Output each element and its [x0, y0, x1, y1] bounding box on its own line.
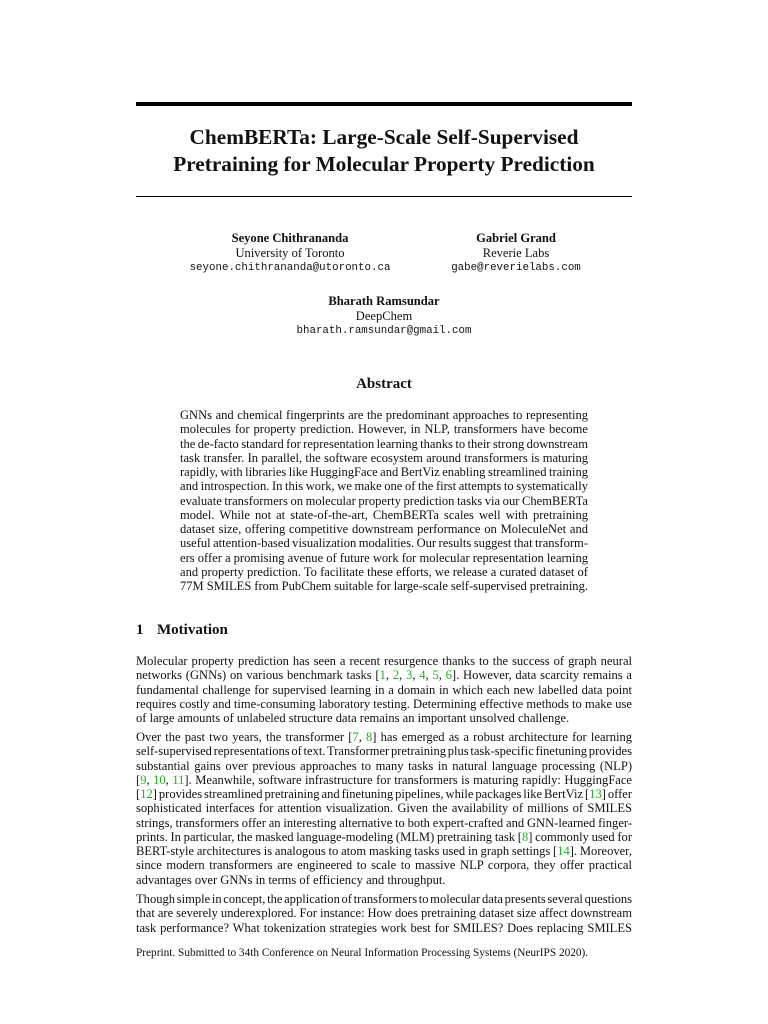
author-block	[416, 231, 616, 276]
text-line: that are severely underexplored. For instance: How does pretraining dataset size affect downstream	[136, 906, 632, 921]
text-line: GNNs and chemical fingerprints are the predominant approaches to representing	[180, 408, 588, 422]
text-run: BERT-style architectures is analogous to atom masking tasks used in graph settings [	[136, 844, 558, 858]
text-line: ers offer a promising avenue of future work for molecular representation learning	[180, 550, 588, 565]
text-run: ,	[438, 668, 446, 683]
text-line	[136, 844, 632, 858]
author-email: bharath.ramsundar@gmail.com	[296, 325, 472, 337]
text-line: Though simple in concept, the application of transformers to molecular data presents several questions	[136, 892, 632, 906]
page-footer-note: Preprint. Submitted to 34th Conference on Neural Information Processing Systems (NeurIPS 2020).	[136, 947, 589, 959]
text-line	[136, 730, 632, 744]
paper-title-line: ChemBERTa: Large-Scale Self-Supervised	[189, 125, 579, 149]
text-run: ,	[165, 772, 173, 787]
text-line: and introspection. In this work, we make one of the first attempts to systematically	[180, 479, 588, 494]
author-name: Gabriel Grand	[476, 231, 556, 245]
citation-link[interactable]: 13	[589, 787, 602, 801]
text-line: the de-facto standard for representation learning thanks to their strong downstream	[180, 436, 588, 451]
citation-link[interactable]: 8	[366, 730, 373, 744]
text-line: evaluate transformers on molecular property prediction tasks via our ChemBERTa	[180, 493, 588, 508]
text-line: rapidly, with libraries like HuggingFace and BertViz enabling streamlined training	[180, 465, 588, 479]
text-line: model. While not at state-of-the-art, ChemBERTa scales well with pretraining	[180, 507, 588, 522]
text-run: ,	[425, 668, 433, 683]
text-line: strings, transformers offer an interesting alternative to both expert-crafted and GNN-learned finger-	[136, 815, 632, 830]
citation-link[interactable]: 1	[379, 668, 386, 683]
citation-link[interactable]: 14	[557, 844, 570, 858]
text-run: ]. However, data scarcity remains a	[451, 668, 632, 683]
citation-link[interactable]: 12	[140, 787, 153, 801]
text-line	[136, 787, 632, 801]
author-affiliation: Reverie Labs	[482, 246, 550, 260]
text-line: since modern transformers are engineered to scale to massive NLP corpora, they offer practical	[136, 858, 632, 873]
author-email: seyone.chithrananda@utoronto.ca	[189, 262, 391, 274]
author-affiliation: University of Toronto	[235, 246, 345, 260]
body-paragraph	[136, 654, 632, 725]
text-line: of large amounts of unlabeled structure data remains an important unsolved challenge.	[136, 711, 570, 725]
citation-link[interactable]: 6	[445, 668, 452, 683]
section-title: Motivation	[157, 622, 228, 638]
author-block	[264, 294, 504, 339]
text-line: substantial gains over previous approaches to many tasks in natural language processing (NLP)	[136, 758, 632, 773]
citation-link[interactable]: 7	[352, 730, 359, 744]
text-run: ,	[146, 772, 154, 787]
body-paragraph	[136, 730, 632, 887]
author-email: gabe@reverielabs.com	[451, 262, 581, 274]
text-run: ,	[412, 668, 420, 683]
text-line: sophisticated interfaces for attention visualization. Given the availability of millions of SMILES	[136, 801, 632, 816]
abstract-heading: Abstract	[356, 376, 412, 392]
abstract-body	[180, 408, 588, 593]
text-line: molecules for property prediction. However, in NLP, transformers have become	[180, 422, 588, 437]
citation-link[interactable]: 4	[419, 668, 426, 683]
section-heading	[136, 621, 228, 639]
text-run: ,	[358, 730, 367, 744]
text-run: ] has emerged as a robust architecture for learning	[372, 730, 632, 744]
citation-link[interactable]: 2	[392, 668, 400, 683]
text-line: fundamental challenge for supervised learning in a domain in which each new labelled data point	[136, 682, 632, 697]
section-number: 1	[136, 622, 144, 638]
citation-link[interactable]: 9	[140, 772, 147, 787]
text-run: Over the past two years, the transformer [	[136, 730, 353, 744]
text-line: self-supervised representations of text. Transformer pretraining plus task-specific finetuning provides	[136, 744, 632, 759]
text-run: networks (GNNs) on various benchmark tasks [	[136, 668, 380, 683]
text-line: 77M SMILES from PubChem suitable for large-scale self-supervised pretraining.	[180, 579, 588, 593]
text-run: ] offer	[601, 787, 633, 801]
text-run: ,	[385, 668, 393, 683]
text-run: ,	[399, 668, 407, 683]
text-line: and property prediction. To facilitate these efforts, we release a curated dataset of	[180, 564, 588, 579]
title-top-rule	[136, 102, 632, 106]
author-affiliation: DeepChem	[355, 309, 413, 323]
paper-title-line: Pretraining for Molecular Property Prediction	[173, 152, 595, 176]
citation-link[interactable]: 3	[406, 668, 413, 683]
text-line: dataset size, offering competitive downstream performance on MoleculeNet and	[180, 522, 588, 536]
text-run: ]. Meanwhile, software infrastructure for transformers is maturing rapidly: HuggingFace	[184, 772, 633, 787]
author-name: Seyone Chithrananda	[231, 231, 349, 245]
text-line: task performance? What tokenization strategies work best for SMILES? Does replacing SMILES	[136, 920, 632, 935]
text-run: ]. Moreover,	[569, 844, 632, 858]
paper-title	[136, 124, 632, 178]
text-run: prints. In particular, the masked language-modeling (MLM) pretraining task [	[136, 829, 522, 844]
citation-link[interactable]: 10	[153, 772, 166, 787]
author-block	[170, 231, 410, 276]
text-line	[136, 668, 632, 682]
text-line: advantages over GNNs in terms of efficiency and throughput.	[136, 872, 446, 887]
title-bottom-rule	[136, 196, 632, 197]
text-line	[136, 830, 632, 844]
citation-link[interactable]: 11	[172, 772, 185, 787]
text-line: requires costly and time-consuming laboratory testing. Determining effective methods to make use	[136, 696, 632, 711]
text-line	[136, 773, 632, 787]
text-run: ] commonly used for	[528, 829, 632, 844]
text-run: [	[136, 772, 141, 787]
text-run: ] provides streamlined pretraining and finetuning pipelines, while packages like BertViz [	[152, 787, 590, 801]
text-run: [	[136, 787, 141, 801]
author-name: Bharath Ramsundar	[328, 294, 440, 308]
text-line: task transfer. In parallel, the software ecosystem around transformers is maturing	[180, 450, 588, 465]
text-line: Molecular property prediction has seen a recent resurgence thanks to the success of graph neural	[136, 654, 632, 668]
text-line: useful attention-based visualization modalities. Our results suggest that transform-	[180, 536, 588, 551]
citation-link[interactable]: 8	[521, 829, 529, 844]
body-paragraph	[136, 892, 632, 935]
citation-link[interactable]: 5	[432, 668, 439, 683]
